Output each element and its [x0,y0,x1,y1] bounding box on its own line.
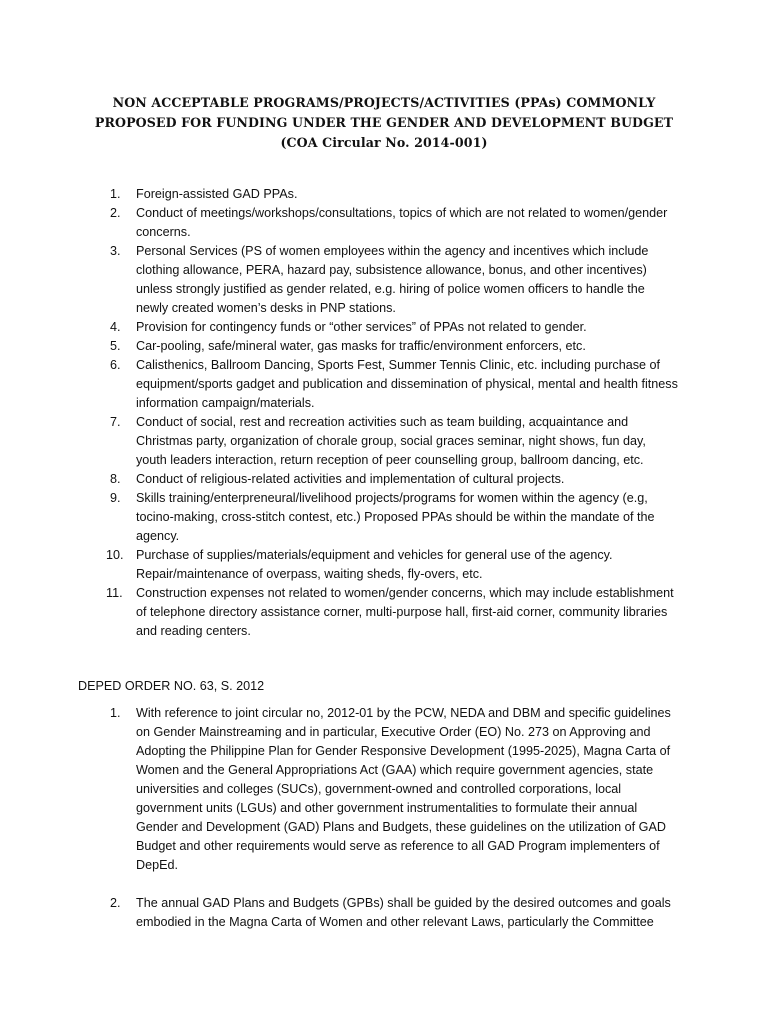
list-item-text: Conduct of social, rest and recreation activities such as team building, acquaintance and Christmas party, organization of chorale group, social graces seminar, night shows, fun day, youth leaders interaction, return reception of peer counselling group, ballroom dancing, etc. [136,415,646,467]
title-line-2: PROPOSED FOR FUNDING UNDER THE GENDER AND DEVELOPMENT BUDGET [94,115,674,130]
list-item-number: 1. [110,187,121,201]
list-item-number: 1. [110,706,121,720]
list-item-text: Construction expenses not related to women/gender concerns, which may include establishment of telephone directory assistance corner, multi-purpose hall, first-aid corner, community libraries and reading centers. [136,586,674,638]
non-acceptable-ppa-list [78,185,678,641]
list-item-text: With reference to joint circular no, 2012-01 by the PCW, NEDA and DBM and specific guidelines on Gender Mainstreaming and in particular, Executive Order (EO) No. 273 on Approving and Adopting the Philippine Plan for Gender Responsive Development (1995-2025), Magna Carta of Women and the General Appropriations Act (GAA) which require government agencies, state universities and colleges (SUCs), government-owned and controlled corporations, local government units (LGUs) and other government instrumentalities to formulate their annual Gender and Development (GAD) Plans and Budgets, these guidelines on the utilization of GAD Budget and other requirements would serve as reference to all GAD Program implementers of DepEd. [136,706,671,872]
list-item [78,470,678,489]
list-item-text: Skills training/enterpreneural/livelihood projects/programs for women within the agency (e.g, tocino-making, cross-stitch contest, etc.) Proposed PPAs should be within the mandate of the agency. [136,491,655,543]
list-item [78,204,678,242]
list-item [78,356,678,413]
list-item-text: Car-pooling, safe/mineral water, gas masks for traffic/environment enforcers, etc. [136,339,586,353]
title-line-3: (COA Circular No. 2014-001) [280,135,488,150]
title-line-1: NON ACCEPTABLE PROGRAMS/PROJECTS/ACTIVITIES (PPAs) COMMONLY [112,95,656,110]
list-item-text: Calisthenics, Ballroom Dancing, Sports Fest, Summer Tennis Clinic, etc. including purchase of equipment/sports gadget and publication and dissemination of physical, mental and health fitness information campaign/materials. [136,358,678,410]
list-item [78,185,678,204]
list-item [78,318,678,337]
list-item-number: 2. [110,206,121,220]
list-item [78,584,678,641]
list-item-number: 8. [110,472,121,486]
list-item-text: Conduct of meetings/workshops/consultations, topics of which are not related to women/gender concerns. [136,206,668,239]
document-title [60,93,708,153]
list-item-number: 4. [110,320,121,334]
list-item [78,242,678,318]
list-item-number: 10. [106,548,124,562]
list-item-number: 6. [110,358,121,372]
list-item [78,894,678,932]
list-item-text: Purchase of supplies/materials/equipment and vehicles for general use of the agency. Repair/maintenance of overpass, waiting sheds, fly-overs, etc. [136,548,613,581]
list-item-text: Provision for contingency funds or “other services” of PPAs not related to gender. [136,320,587,334]
list-item [78,489,678,546]
deped-order-heading: DEPED ORDER NO. 63, S. 2012 [78,679,265,693]
list-item-number: 7. [110,415,121,429]
list-item [78,413,678,470]
list-item-text: Foreign-assisted GAD PPAs. [136,187,298,201]
list-item [78,546,678,584]
list-item-text: Personal Services (PS of women employees within the agency and incentives which include clothing allowance, PERA, hazard pay, subsistence allowance, bonus, and other incentives) unless strongly justified as gender related, e.g. hiring of police women officers to handle the newly created women’s desks in PNP stations. [136,244,649,315]
list-item [78,704,678,875]
list-item-number: 3. [110,244,121,258]
list-item-text: The annual GAD Plans and Budgets (GPBs) shall be guided by the desired outcomes and goals embodied in the Magna Carta of Women and other relevant Laws, particularly the Committee [136,896,671,929]
list-item [78,337,678,356]
list-item-number: 9. [110,491,121,505]
list-item-number: 5. [110,339,121,353]
deped-order-list [78,704,678,932]
list-item-number: 11. [106,586,123,600]
list-item-number: 2. [110,896,121,910]
list-item-text: Conduct of religious-related activities and implementation of cultural projects. [136,472,565,486]
